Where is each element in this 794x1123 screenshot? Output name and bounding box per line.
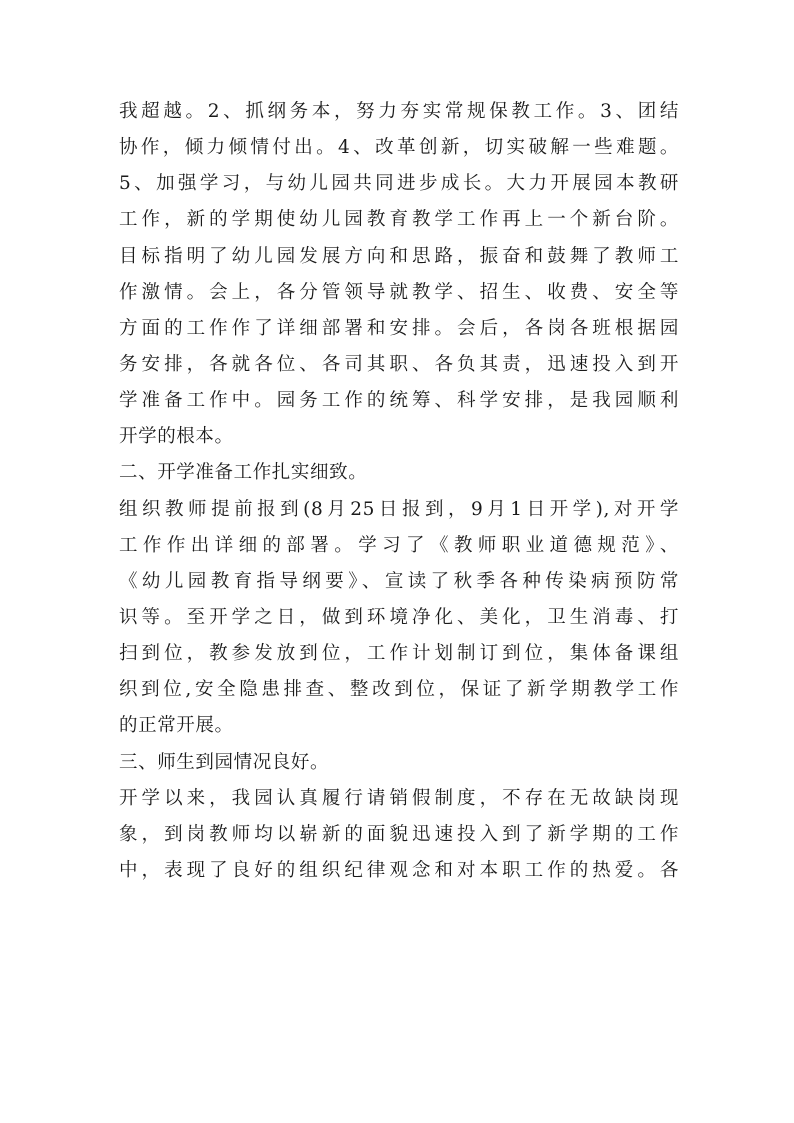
text-line: 作激情。会上，各分管领导就教学、招生、收费、安全等 bbox=[119, 281, 679, 303]
text-line: 扫到位，教参发放到位，工作计划制订到位，集体备课组 bbox=[119, 643, 679, 665]
text-line: 《幼儿园教育指导纲要》、宣读了秋季各种传染病预防常 bbox=[119, 570, 679, 592]
text-line: 开学的根本。 bbox=[119, 426, 234, 448]
text-line: 织到位,安全隐患排查、整改到位，保证了新学期教学工作 bbox=[119, 679, 679, 701]
text-line: 组织教师提前报到(8月25日报到，9月1日开学),对开学 bbox=[119, 498, 679, 520]
text-line: 的正常开展。 bbox=[119, 715, 234, 737]
section-heading: 三、师生到园情况良好。 bbox=[119, 751, 330, 773]
text-line: 工作，新的学期使幼儿园教育教学工作再上一个新台阶。 bbox=[119, 209, 679, 231]
text-line: 我超越。2、抓纲务本，努力夯实常规保教工作。3、团结 bbox=[119, 101, 679, 122]
text-line: 识等。至开学之日，做到环境净化、美化，卫生消毒、打 bbox=[119, 606, 679, 628]
text-line: 协作，倾力倾情付出。4、改革创新，切实破解一些难题。 bbox=[119, 137, 679, 159]
section-heading: 二、开学准备工作扎实细致。 bbox=[119, 462, 368, 484]
text-line: 方面的工作作了详细部署和安排。会后，各岗各班根据园 bbox=[119, 317, 679, 339]
document-page bbox=[119, 94, 679, 889]
text-line: 学准备工作中。园务工作的统筹、科学安排，是我园顺利 bbox=[119, 390, 679, 412]
text-line: 象，到岗教师均以崭新的面貌迅速投入到了新学期的工作 bbox=[119, 823, 679, 845]
text-line: 5、加强学习，与幼儿园共同进步成长。大力开展园本教研 bbox=[119, 173, 679, 195]
text-line: 目标指明了幼儿园发展方向和思路，振奋和鼓舞了教师工 bbox=[119, 245, 679, 267]
text-line: 务安排，各就各位、各司其职、各负其责，迅速投入到开 bbox=[119, 353, 679, 375]
text-line: 工作作出详细的部署。学习了《教师职业道德规范》、 bbox=[119, 534, 679, 556]
text-line: 中，表现了良好的组织纪律观念和对本职工作的热爱。各 bbox=[119, 859, 679, 881]
text-line: 开学以来，我园认真履行请销假制度，不存在无故缺岗现 bbox=[119, 787, 679, 809]
